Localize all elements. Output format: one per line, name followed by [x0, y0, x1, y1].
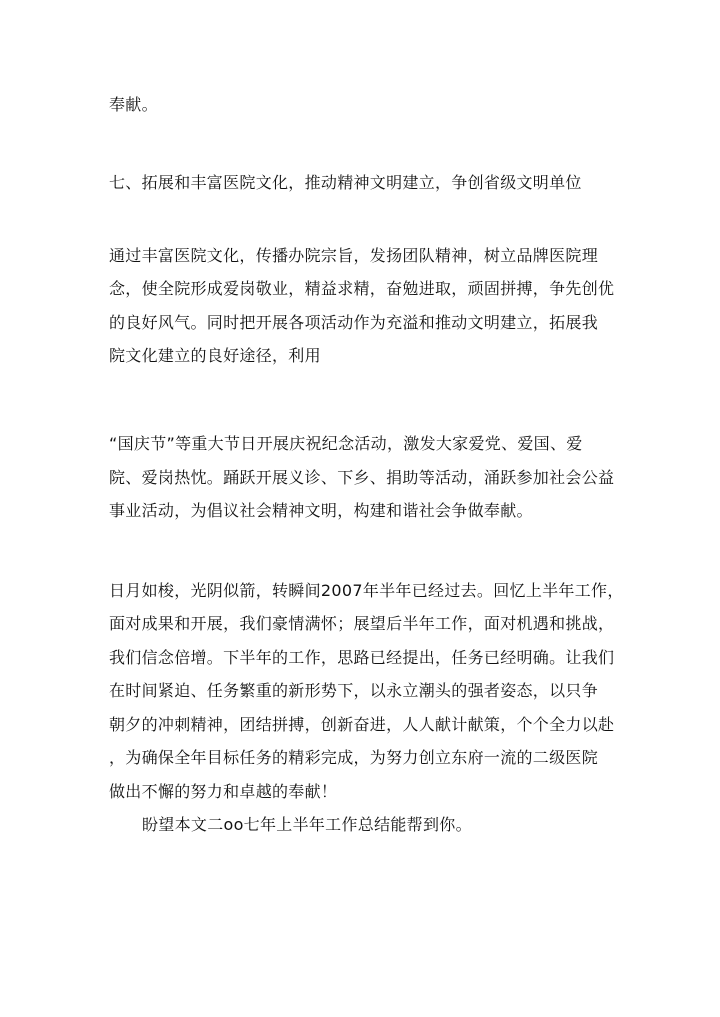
closing-line: 盼望本文二oo七年上半年工作总结能帮到你。: [142, 815, 472, 834]
paragraph-line: 日月如梭，光阴似箭，转瞬间2007年半年已经过去。回忆上半年工作，: [109, 581, 624, 600]
paragraph-line: 的良好风气。同时把开展各项活动作为充溢和推动文明建立，拓展我: [109, 313, 599, 332]
section-heading: 七、拓展和丰富医院文化，推动精神文明建立，争创省级文明单位: [109, 173, 582, 192]
paragraph-line: ，为确保全年目标任务的精彩完成，为努力创立东府一流的二级医院: [109, 748, 599, 767]
paragraph-line: 朝夕的冲刺精神，团结拼搏，创新奋进，人人献计献策，个个全力以赴: [109, 715, 615, 734]
paragraph-end-line: 奉献。: [109, 95, 158, 114]
paragraph-line: 我们信念倍增。下半年的工作，思路已经提出，任务已经明确。让我们: [109, 648, 615, 667]
paragraph-line: 念，使全院形成爱岗敬业，精益求精，奋勉进取，顽固拼搏，争先创优: [109, 279, 615, 298]
paragraph-line: 院文化建立的良好途径，利用: [109, 346, 321, 365]
paragraph-line: 通过丰富医院文化，传播办院宗旨，发扬团队精神，树立品牌医院理: [109, 246, 599, 265]
paragraph-line: 面对成果和开展，我们豪情满怀；展望后半年工作，面对机遇和挑战，: [109, 614, 615, 633]
paragraph-line: 做出不懈的努力和卓越的奉献！: [109, 782, 338, 801]
paragraph-line: 院、爱岗热忱。踊跃开展义诊、下乡、捐助等活动，涌跃参加社会公益: [109, 468, 615, 487]
paragraph-line: 事业活动，为倡议社会精神文明，构建和谐社会争做奉献。: [109, 501, 533, 520]
paragraph-line: “国庆节”等重大节日开展庆祝纪念活动，激发大家爱党、爱国、爱: [109, 434, 583, 453]
paragraph-line: 在时间紧迫、任务繁重的新形势下，以永立潮头的强者姿态，以只争: [109, 681, 599, 700]
